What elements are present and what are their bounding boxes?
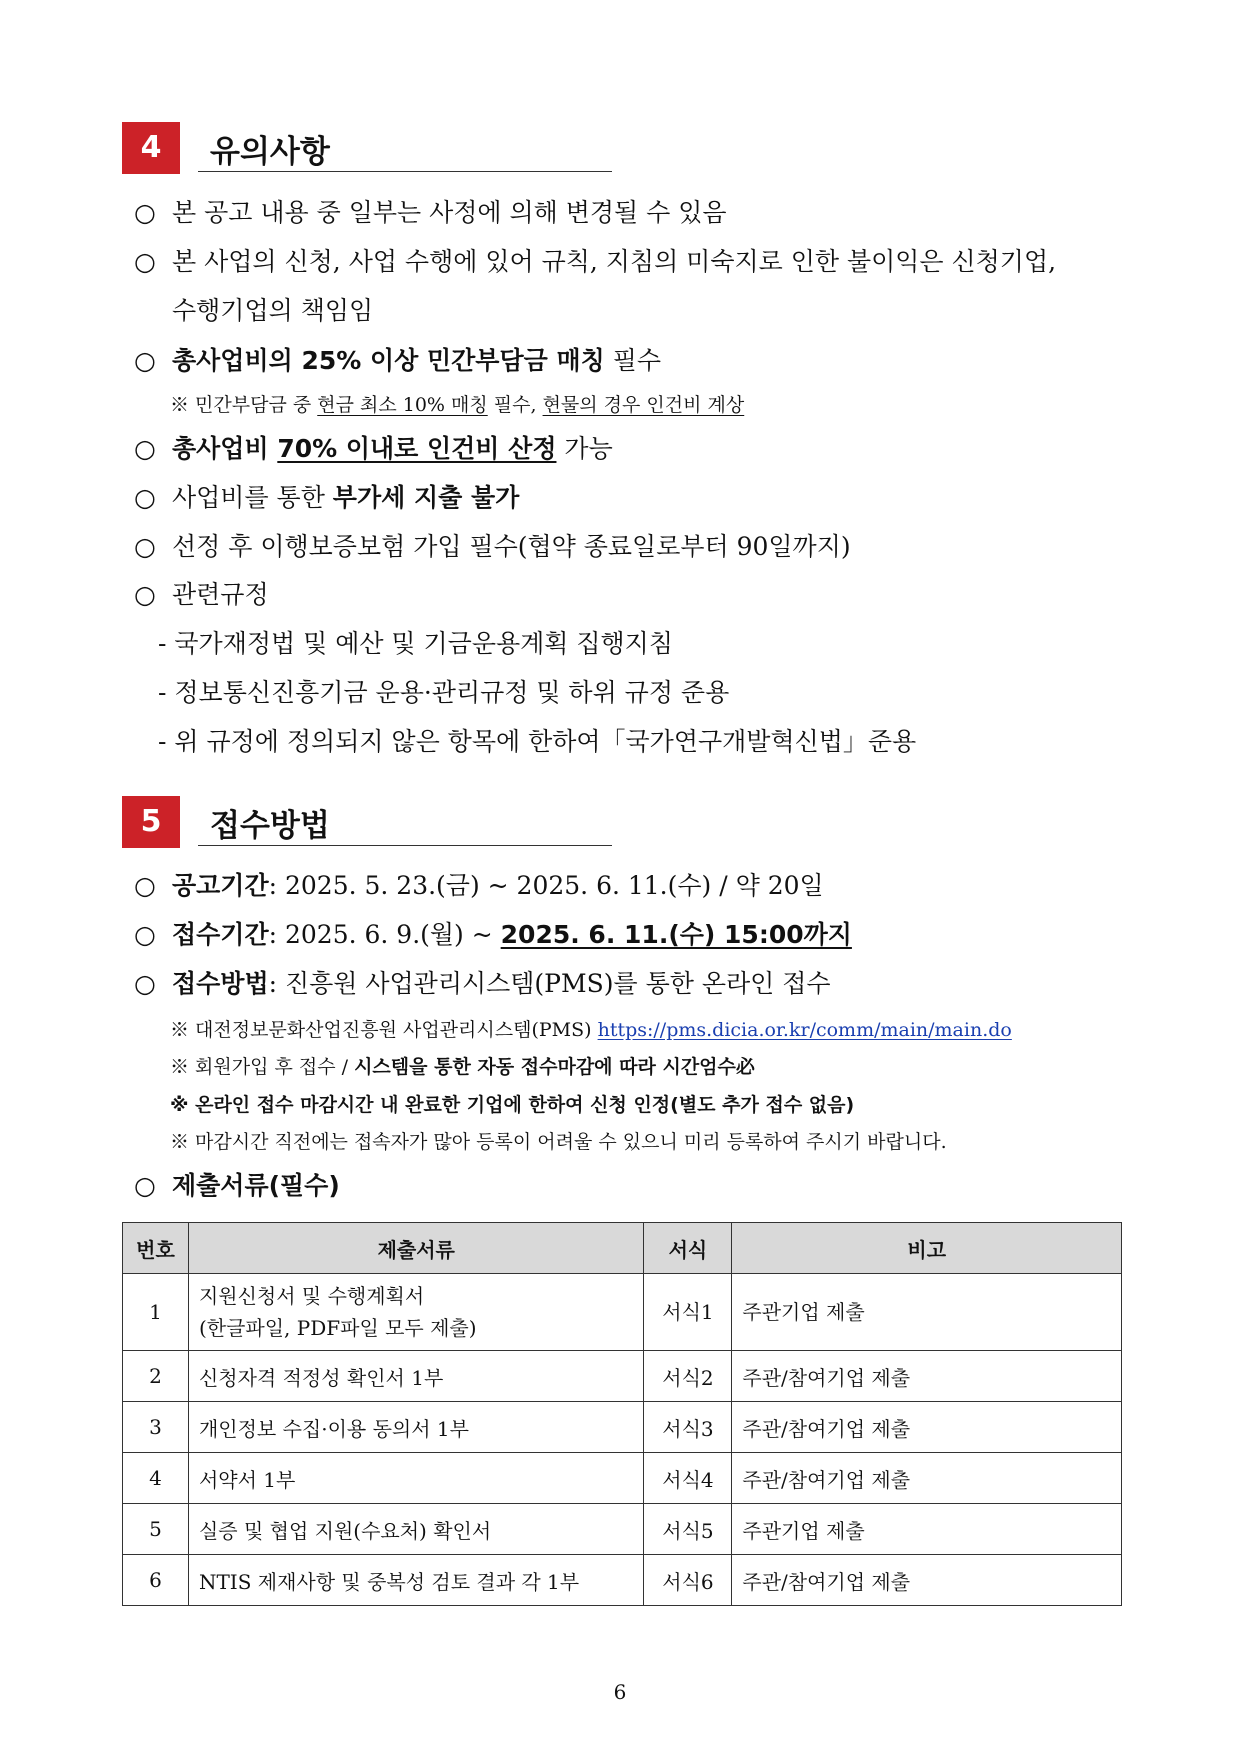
note-line: ※ 회원가입 후 접수 / 시스템을 통한 자동 접수마감에 따라 시간엄수必 xyxy=(170,1056,755,1078)
circle-bullet-icon: ○ xyxy=(134,434,156,463)
notice-item: ○ 사업비를 통한 부가세 지출 불가 xyxy=(134,481,519,515)
announcement-period: ○ 공고기간: 2025. 5. 23.(금) ~ 2025. 6. 11.(수) / 약 20일 xyxy=(134,869,824,903)
notice-item: ○ 총사업비의 25% 이상 민간부담금 매칭 필수 xyxy=(134,344,661,378)
table-row: 6 NTIS 제재사항 및 중복성 검토 결과 각 1부 서식6 주관/참여기업 제출 xyxy=(123,1555,1122,1606)
table-header-row xyxy=(123,1223,1122,1274)
header-number: 번호 xyxy=(123,1223,189,1274)
header-document: 제출서류 xyxy=(188,1223,644,1274)
note-line: ※ 대전정보문화산업진흥원 사업관리시스템(PMS) https://pms.dicia.or.kr/comm/main/main.do xyxy=(170,1019,1012,1041)
receipt-method: ○ 접수방법: 진흥원 사업관리시스템(PMS)를 통한 온라인 접수 xyxy=(134,967,831,1001)
table-row: 3 개인정보 수집·이용 동의서 1부 서식3 주관/참여기업 제출 xyxy=(123,1402,1122,1453)
table-row: 1 지원신청서 및 수행계획서 (한글파일, PDF파일 모두 제출) 서식1 주관기업 제출 xyxy=(123,1274,1122,1351)
circle-bullet-icon: ○ xyxy=(134,483,156,512)
required-docs-heading: ○ 제출서류(필수) xyxy=(134,1169,340,1203)
circle-bullet-icon: ○ xyxy=(134,580,156,609)
section-title: 유의사항 xyxy=(210,134,330,170)
page-number: 6 xyxy=(613,1680,627,1704)
section-number-badge: 5 xyxy=(122,796,180,848)
circle-bullet-icon: ○ xyxy=(134,198,156,227)
table-row: 4 서약서 1부 서식4 주관/참여기업 제출 xyxy=(123,1453,1122,1504)
circle-bullet-icon: ○ xyxy=(134,532,156,561)
table-row: 5 실증 및 협업 지원(수요처) 확인서 서식5 주관기업 제출 xyxy=(123,1504,1122,1555)
note-line: ※ 온라인 접수 마감시간 내 완료한 기업에 한하여 신청 인정(별도 추가 접수 없음) xyxy=(170,1094,855,1116)
header-form: 서식 xyxy=(644,1223,732,1274)
notice-item: ○ 총사업비 70% 이내로 인건비 산정 가능 xyxy=(134,432,613,466)
section-underline xyxy=(198,845,612,846)
notice-item: ○ 본 공고 내용 중 일부는 사정에 의해 변경될 수 있음 xyxy=(134,196,727,230)
section-4-header xyxy=(122,122,612,176)
section-title: 접수방법 xyxy=(210,808,330,844)
pms-link[interactable]: https://pms.dicia.or.kr/comm/main/main.do xyxy=(597,1019,1012,1041)
section-underline xyxy=(198,171,612,172)
circle-bullet-icon: ○ xyxy=(134,346,156,375)
section-number-badge: 4 xyxy=(122,122,180,174)
header-note: 비고 xyxy=(732,1223,1122,1274)
receipt-period: ○ 접수기간: 2025. 6. 9.(월) ~ 2025. 6. 11.(수) 15:00까지 xyxy=(134,918,852,952)
regulation-item: - 정보통신진흥기금 운용·관리규정 및 하위 규정 준용 xyxy=(158,678,730,707)
table-row: 2 신청자격 적정성 확인서 1부 서식2 주관/참여기업 제출 xyxy=(123,1351,1122,1402)
regulation-item: - 국가재정법 및 예산 및 기금운용계획 집행지침 xyxy=(158,629,673,658)
required-documents-table xyxy=(122,1222,1122,1606)
regulation-item: - 위 규정에 정의되지 않은 항목에 한하여「국가연구개발혁신법」준용 xyxy=(158,727,917,756)
notice-item: ○ 본 사업의 신청, 사업 수행에 있어 규칙, 지침의 미숙지로 인한 불이익은 신청기업, xyxy=(134,245,1056,279)
note-line: ※ 마감시간 직전에는 접속자가 많아 등록이 어려울 수 있으니 미리 등록하여 주시기 바랍니다. xyxy=(170,1131,947,1153)
notice-item: ○ 선정 후 이행보증보험 가입 필수(협약 종료일로부터 90일까지) xyxy=(134,530,851,564)
circle-bullet-icon: ○ xyxy=(134,1171,156,1200)
note-line: ※ 민간부담금 중 현금 최소 10% 매칭 필수, 현물의 경우 인건비 계상 xyxy=(170,394,745,416)
section-5-header xyxy=(122,796,612,850)
circle-bullet-icon: ○ xyxy=(134,920,156,949)
circle-bullet-icon: ○ xyxy=(134,969,156,998)
notice-item: ○ 관련규정 xyxy=(134,578,269,612)
notice-item-continuation: 수행기업의 책임임 xyxy=(172,296,374,325)
circle-bullet-icon: ○ xyxy=(134,871,156,900)
circle-bullet-icon: ○ xyxy=(134,247,156,276)
